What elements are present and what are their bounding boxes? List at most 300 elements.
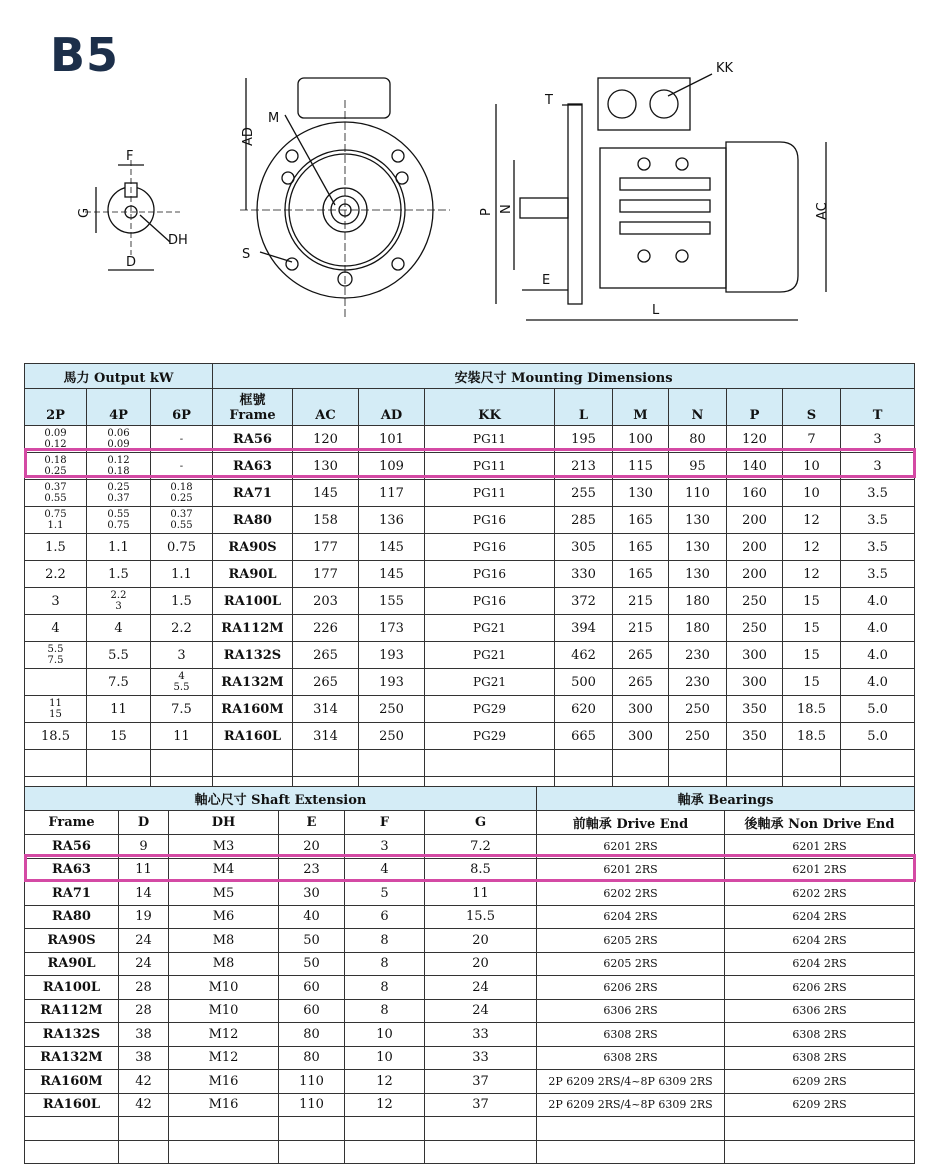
label-l: L bbox=[652, 303, 660, 318]
cell-m: 100 bbox=[613, 426, 669, 453]
empty-row bbox=[25, 1117, 915, 1141]
mounting-dimensions-table bbox=[24, 363, 915, 804]
empty-cell bbox=[119, 1140, 169, 1164]
cell-frame: RA90L bbox=[25, 952, 119, 976]
cell-e: 23 bbox=[279, 858, 345, 882]
empty-cell bbox=[425, 1117, 537, 1141]
label-ad: AD bbox=[241, 127, 256, 146]
col-4p: 4P bbox=[87, 389, 151, 426]
mounting-group-header: 安裝尺寸 Mounting Dimensions bbox=[213, 364, 915, 389]
cell-p6: 3 bbox=[151, 642, 213, 669]
cell-ad: 193 bbox=[359, 669, 425, 696]
cell-n: 80 bbox=[669, 426, 727, 453]
cell-f: 10 bbox=[345, 1046, 425, 1070]
cell-kk: PG11 bbox=[425, 426, 555, 453]
cell-f: 3 bbox=[345, 835, 425, 859]
cell-frame: RA71 bbox=[25, 882, 119, 906]
cell-frame: RA56 bbox=[213, 426, 293, 453]
cell-ac: 265 bbox=[293, 642, 359, 669]
col-non-drive-end: 後軸承 Non Drive End bbox=[725, 811, 915, 835]
empty-cell bbox=[279, 1140, 345, 1164]
empty-cell bbox=[119, 1117, 169, 1141]
cell-g: 33 bbox=[425, 1046, 537, 1070]
cell-p2: 3 bbox=[25, 588, 87, 615]
label-s: S bbox=[242, 247, 251, 262]
cell-s: 15 bbox=[783, 669, 841, 696]
cell-ad: 136 bbox=[359, 507, 425, 534]
shaft-section-drawing bbox=[85, 160, 180, 270]
cell-l: 195 bbox=[555, 426, 613, 453]
cell-p6: - bbox=[151, 453, 213, 480]
cell-p4: 11 bbox=[87, 696, 151, 723]
cell-frame: RA80 bbox=[25, 905, 119, 929]
cell-drive-end: 6205 2RS bbox=[537, 929, 725, 953]
table-row bbox=[25, 929, 915, 953]
cell-t: 4.0 bbox=[841, 615, 915, 642]
cell-kk: PG29 bbox=[425, 723, 555, 750]
cell-s: 10 bbox=[783, 480, 841, 507]
bearings-group-header: 軸承 Bearings bbox=[537, 787, 915, 811]
cell-m: 300 bbox=[613, 696, 669, 723]
cell-m: 165 bbox=[613, 534, 669, 561]
empty-cell bbox=[537, 1117, 725, 1141]
empty-cell bbox=[841, 750, 915, 777]
cell-p6-a: 4 bbox=[178, 671, 185, 682]
cell-s: 12 bbox=[783, 561, 841, 588]
label-p: P bbox=[479, 208, 494, 216]
empty-cell bbox=[537, 1140, 725, 1164]
cell-d: 11 bbox=[119, 858, 169, 882]
cell-kk: PG21 bbox=[425, 669, 555, 696]
cell-p: 350 bbox=[727, 696, 783, 723]
cell-non-drive-end: 6306 2RS bbox=[725, 999, 915, 1023]
cell-m: 215 bbox=[613, 588, 669, 615]
empty-cell bbox=[345, 1117, 425, 1141]
label-e: E bbox=[542, 273, 551, 288]
cell-p2 bbox=[25, 642, 87, 669]
cell-non-drive-end: 6204 2RS bbox=[725, 929, 915, 953]
cell-t: 3.5 bbox=[841, 507, 915, 534]
table-row bbox=[25, 1023, 915, 1047]
cell-p6-a: 0.37 bbox=[170, 509, 193, 520]
cell-p4: 7.5 bbox=[87, 669, 151, 696]
table-row bbox=[25, 588, 915, 615]
cell-kk: PG29 bbox=[425, 696, 555, 723]
cell-p: 200 bbox=[727, 507, 783, 534]
cell-p4-b: 0.75 bbox=[107, 520, 130, 531]
label-n: N bbox=[499, 204, 514, 214]
cell-p2-a: 0.75 bbox=[44, 509, 67, 520]
table-row bbox=[25, 976, 915, 1000]
cell-g: 20 bbox=[425, 952, 537, 976]
cell-ad: 250 bbox=[359, 723, 425, 750]
col-frame-en: Frame bbox=[229, 408, 276, 423]
cell-p4: 5.5 bbox=[87, 642, 151, 669]
col-n: N bbox=[669, 389, 727, 426]
col-frame: Frame bbox=[25, 811, 119, 835]
cell-p: 200 bbox=[727, 534, 783, 561]
cell-p2 bbox=[25, 480, 87, 507]
table-row bbox=[25, 696, 915, 723]
cell-g: 24 bbox=[425, 999, 537, 1023]
table-row bbox=[25, 534, 915, 561]
cell-g: 15.5 bbox=[425, 905, 537, 929]
cell-drive-end: 6202 2RS bbox=[537, 882, 725, 906]
cell-l: 620 bbox=[555, 696, 613, 723]
cell-p2-a: 0.09 bbox=[44, 428, 67, 439]
empty-cell bbox=[425, 1140, 537, 1164]
cell-l: 213 bbox=[555, 453, 613, 480]
cell-f: 5 bbox=[345, 882, 425, 906]
cell-e: 40 bbox=[279, 905, 345, 929]
cell-frame: RA160M bbox=[213, 696, 293, 723]
cell-ad: 250 bbox=[359, 696, 425, 723]
cell-n: 250 bbox=[669, 696, 727, 723]
cell-non-drive-end: 6204 2RS bbox=[725, 952, 915, 976]
table-row bbox=[25, 480, 915, 507]
cell-l: 305 bbox=[555, 534, 613, 561]
cell-p4-b: 0.18 bbox=[107, 466, 130, 477]
shaft-group-header: 軸心尺寸 Shaft Extension bbox=[25, 787, 537, 811]
empty-cell bbox=[725, 1140, 915, 1164]
cell-d: 42 bbox=[119, 1093, 169, 1117]
cell-g: 8.5 bbox=[425, 858, 537, 882]
cell-frame: RA63 bbox=[25, 858, 119, 882]
cell-n: 180 bbox=[669, 615, 727, 642]
cell-non-drive-end: 6209 2RS bbox=[725, 1070, 915, 1094]
cell-p2-b: 1.1 bbox=[47, 520, 64, 531]
label-t: T bbox=[545, 93, 553, 108]
label-kk: KK bbox=[716, 61, 734, 76]
cell-t: 4.0 bbox=[841, 588, 915, 615]
cell-frame: RA160L bbox=[25, 1093, 119, 1117]
cell-p4 bbox=[87, 480, 151, 507]
cell-p6: 7.5 bbox=[151, 696, 213, 723]
col-dh: DH bbox=[169, 811, 279, 835]
cell-n: 130 bbox=[669, 507, 727, 534]
cell-p6: 1.5 bbox=[151, 588, 213, 615]
label-d: D bbox=[126, 255, 137, 270]
table-row bbox=[25, 882, 915, 906]
cell-t: 5.0 bbox=[841, 696, 915, 723]
ra63-highlight-shaft bbox=[24, 854, 916, 882]
cell-g: 37 bbox=[425, 1070, 537, 1094]
cell-ac: 265 bbox=[293, 669, 359, 696]
empty-cell bbox=[25, 1117, 119, 1141]
cell-t: 3 bbox=[841, 453, 915, 480]
cell-drive-end: 6204 2RS bbox=[537, 905, 725, 929]
table-row bbox=[25, 723, 915, 750]
cell-e: 50 bbox=[279, 952, 345, 976]
cell-ad: 101 bbox=[359, 426, 425, 453]
col-p: P bbox=[727, 389, 783, 426]
empty-cell bbox=[293, 750, 359, 777]
label-g: G bbox=[77, 207, 92, 218]
cell-non-drive-end: 6209 2RS bbox=[725, 1093, 915, 1117]
cell-frame: RA132M bbox=[25, 1046, 119, 1070]
cell-dh: M10 bbox=[169, 976, 279, 1000]
cell-non-drive-end: 6204 2RS bbox=[725, 905, 915, 929]
cell-p2-a: 0.37 bbox=[44, 482, 67, 493]
label-f: F bbox=[126, 149, 134, 164]
col-m: M bbox=[613, 389, 669, 426]
col-2p: 2P bbox=[25, 389, 87, 426]
cell-p6-b: 0.25 bbox=[170, 493, 193, 504]
empty-cell bbox=[169, 1117, 279, 1141]
table-row bbox=[25, 905, 915, 929]
cell-kk: PG16 bbox=[425, 534, 555, 561]
cell-g: 24 bbox=[425, 976, 537, 1000]
cell-n: 230 bbox=[669, 642, 727, 669]
col-t: T bbox=[841, 389, 915, 426]
cell-p: 250 bbox=[727, 615, 783, 642]
cell-p4-a: 0.25 bbox=[107, 482, 130, 493]
cell-m: 215 bbox=[613, 615, 669, 642]
cell-ac: 226 bbox=[293, 615, 359, 642]
cell-t: 5.0 bbox=[841, 723, 915, 750]
cell-p2: 4 bbox=[25, 615, 87, 642]
cell-e: 110 bbox=[279, 1093, 345, 1117]
cell-l: 462 bbox=[555, 642, 613, 669]
cell-n: 230 bbox=[669, 669, 727, 696]
cell-frame: RA90S bbox=[213, 534, 293, 561]
cell-non-drive-end: 6206 2RS bbox=[725, 976, 915, 1000]
cell-non-drive-end: 6202 2RS bbox=[725, 882, 915, 906]
cell-frame: RA112M bbox=[213, 615, 293, 642]
cell-frame: RA63 bbox=[213, 453, 293, 480]
cell-e: 30 bbox=[279, 882, 345, 906]
label-dh: DH bbox=[168, 233, 188, 248]
cell-p: 300 bbox=[727, 669, 783, 696]
cell-frame: RA160M bbox=[25, 1070, 119, 1094]
cell-d: 38 bbox=[119, 1023, 169, 1047]
cell-n: 95 bbox=[669, 453, 727, 480]
col-frame-zh: 框號 bbox=[239, 393, 266, 408]
cell-ac: 130 bbox=[293, 453, 359, 480]
cell-p4-a: 0.12 bbox=[107, 455, 130, 466]
cell-g: 20 bbox=[425, 929, 537, 953]
col-6p: 6P bbox=[151, 389, 213, 426]
table-row bbox=[25, 952, 915, 976]
cell-p4-a: 0.06 bbox=[107, 428, 130, 439]
cell-p2-b: 0.55 bbox=[44, 493, 67, 504]
cell-kk: PG16 bbox=[425, 588, 555, 615]
cell-p2: 18.5 bbox=[25, 723, 87, 750]
cell-p6-a: 0.18 bbox=[170, 482, 193, 493]
cell-l: 372 bbox=[555, 588, 613, 615]
table-row bbox=[25, 1046, 915, 1070]
cell-p6: 11 bbox=[151, 723, 213, 750]
cell-ac: 158 bbox=[293, 507, 359, 534]
cell-f: 8 bbox=[345, 976, 425, 1000]
cell-frame: RA132S bbox=[25, 1023, 119, 1047]
ra63-highlight-mounting bbox=[24, 448, 916, 478]
cell-p4-a: 2.2 bbox=[110, 590, 127, 601]
cell-p: 140 bbox=[727, 453, 783, 480]
cell-p4: 1.1 bbox=[87, 534, 151, 561]
cell-f: 10 bbox=[345, 1023, 425, 1047]
label-m: M bbox=[268, 111, 280, 126]
cell-p4-b: 0.09 bbox=[107, 439, 130, 450]
cell-drive-end: 6206 2RS bbox=[537, 976, 725, 1000]
cell-kk: PG11 bbox=[425, 453, 555, 480]
cell-f: 12 bbox=[345, 1093, 425, 1117]
cell-dh: M16 bbox=[169, 1093, 279, 1117]
cell-non-drive-end: 6308 2RS bbox=[725, 1023, 915, 1047]
cell-f: 6 bbox=[345, 905, 425, 929]
empty-cell bbox=[25, 1140, 119, 1164]
table-row bbox=[25, 1093, 915, 1117]
cell-ac: 145 bbox=[293, 480, 359, 507]
cell-ac: 120 bbox=[293, 426, 359, 453]
cell-p2-a: 0.18 bbox=[44, 455, 67, 466]
cell-l: 500 bbox=[555, 669, 613, 696]
empty-cell bbox=[725, 1117, 915, 1141]
col-s: S bbox=[783, 389, 841, 426]
cell-e: 80 bbox=[279, 1046, 345, 1070]
table-row bbox=[25, 999, 915, 1023]
cell-ad: 173 bbox=[359, 615, 425, 642]
cell-g: 37 bbox=[425, 1093, 537, 1117]
cell-p2 bbox=[25, 669, 87, 696]
cell-drive-end: 6205 2RS bbox=[537, 952, 725, 976]
empty-cell bbox=[555, 750, 613, 777]
label-ac: AC bbox=[815, 202, 830, 220]
col-kk: KK bbox=[425, 389, 555, 426]
cell-p4-a: 0.55 bbox=[107, 509, 130, 520]
shaft-bearings-table bbox=[24, 786, 915, 1164]
empty-cell bbox=[151, 750, 213, 777]
cell-frame: RA71 bbox=[213, 480, 293, 507]
cell-m: 165 bbox=[613, 507, 669, 534]
cell-d: 28 bbox=[119, 999, 169, 1023]
cell-kk: PG21 bbox=[425, 642, 555, 669]
cell-n: 130 bbox=[669, 561, 727, 588]
col-d: D bbox=[119, 811, 169, 835]
cell-f: 8 bbox=[345, 952, 425, 976]
cell-m: 265 bbox=[613, 642, 669, 669]
cell-n: 130 bbox=[669, 534, 727, 561]
cell-ad: 117 bbox=[359, 480, 425, 507]
empty-row bbox=[25, 1140, 915, 1164]
cell-frame: RA56 bbox=[25, 835, 119, 859]
table-row bbox=[25, 1070, 915, 1094]
cell-s: 12 bbox=[783, 534, 841, 561]
cell-non-drive-end: 6201 2RS bbox=[725, 835, 915, 859]
cell-f: 4 bbox=[345, 858, 425, 882]
cell-p2 bbox=[25, 507, 87, 534]
cell-p6-b: 0.55 bbox=[170, 520, 193, 531]
cell-dh: M6 bbox=[169, 905, 279, 929]
cell-p2-b: 0.25 bbox=[44, 466, 67, 477]
empty-row bbox=[25, 750, 915, 777]
cell-frame: RA100L bbox=[25, 976, 119, 1000]
cell-t: 4.0 bbox=[841, 642, 915, 669]
cell-p2-a: 5.5 bbox=[47, 644, 64, 655]
cell-p6-b: 5.5 bbox=[173, 682, 190, 693]
cell-ac: 314 bbox=[293, 696, 359, 723]
table-row bbox=[25, 615, 915, 642]
table-row bbox=[25, 561, 915, 588]
cell-frame: RA90L bbox=[213, 561, 293, 588]
cell-dh: M4 bbox=[169, 858, 279, 882]
cell-p4 bbox=[87, 507, 151, 534]
cell-n: 250 bbox=[669, 723, 727, 750]
cell-e: 60 bbox=[279, 976, 345, 1000]
cell-non-drive-end: 6201 2RS bbox=[725, 858, 915, 882]
cell-non-drive-end: 6308 2RS bbox=[725, 1046, 915, 1070]
cell-ad: 145 bbox=[359, 534, 425, 561]
cell-ac: 314 bbox=[293, 723, 359, 750]
cell-l: 285 bbox=[555, 507, 613, 534]
empty-cell bbox=[669, 750, 727, 777]
cell-m: 130 bbox=[613, 480, 669, 507]
cell-m: 300 bbox=[613, 723, 669, 750]
empty-cell bbox=[783, 750, 841, 777]
cell-p6 bbox=[151, 507, 213, 534]
cell-ad: 155 bbox=[359, 588, 425, 615]
table-row bbox=[25, 507, 915, 534]
power-group-header: 馬力 Output kW bbox=[25, 364, 213, 389]
cell-l: 394 bbox=[555, 615, 613, 642]
empty-cell bbox=[279, 1117, 345, 1141]
table-row bbox=[25, 669, 915, 696]
cell-s: 10 bbox=[783, 453, 841, 480]
cell-drive-end: 6201 2RS bbox=[537, 858, 725, 882]
cell-s: 18.5 bbox=[783, 696, 841, 723]
cell-p6 bbox=[151, 669, 213, 696]
cell-ad: 109 bbox=[359, 453, 425, 480]
cell-p6 bbox=[151, 480, 213, 507]
empty-cell bbox=[87, 750, 151, 777]
cell-p2-b: 0.12 bbox=[44, 439, 67, 450]
cell-e: 60 bbox=[279, 999, 345, 1023]
cell-l: 665 bbox=[555, 723, 613, 750]
cell-dh: M3 bbox=[169, 835, 279, 859]
cell-n: 180 bbox=[669, 588, 727, 615]
cell-frame: RA90S bbox=[25, 929, 119, 953]
cell-p6: 1.1 bbox=[151, 561, 213, 588]
cell-p2: 1.5 bbox=[25, 534, 87, 561]
col-f: F bbox=[345, 811, 425, 835]
empty-cell bbox=[169, 1140, 279, 1164]
cell-ac: 177 bbox=[293, 561, 359, 588]
cell-d: 19 bbox=[119, 905, 169, 929]
cell-s: 18.5 bbox=[783, 723, 841, 750]
cell-f: 8 bbox=[345, 929, 425, 953]
cell-d: 9 bbox=[119, 835, 169, 859]
col-ad: AD bbox=[359, 389, 425, 426]
cell-p6: 0.75 bbox=[151, 534, 213, 561]
cell-m: 115 bbox=[613, 453, 669, 480]
cell-p4-b: 0.37 bbox=[107, 493, 130, 504]
cell-p: 120 bbox=[727, 426, 783, 453]
cell-t: 3.5 bbox=[841, 534, 915, 561]
cell-p2 bbox=[25, 696, 87, 723]
cell-l: 330 bbox=[555, 561, 613, 588]
cell-p4: 4 bbox=[87, 615, 151, 642]
cell-g: 7.2 bbox=[425, 835, 537, 859]
empty-cell bbox=[359, 750, 425, 777]
cell-p: 160 bbox=[727, 480, 783, 507]
empty-cell bbox=[345, 1140, 425, 1164]
cell-p2: 2.2 bbox=[25, 561, 87, 588]
cell-t: 3 bbox=[841, 426, 915, 453]
cell-dh: M5 bbox=[169, 882, 279, 906]
cell-p: 350 bbox=[727, 723, 783, 750]
cell-dh: M12 bbox=[169, 1046, 279, 1070]
cell-d: 24 bbox=[119, 952, 169, 976]
